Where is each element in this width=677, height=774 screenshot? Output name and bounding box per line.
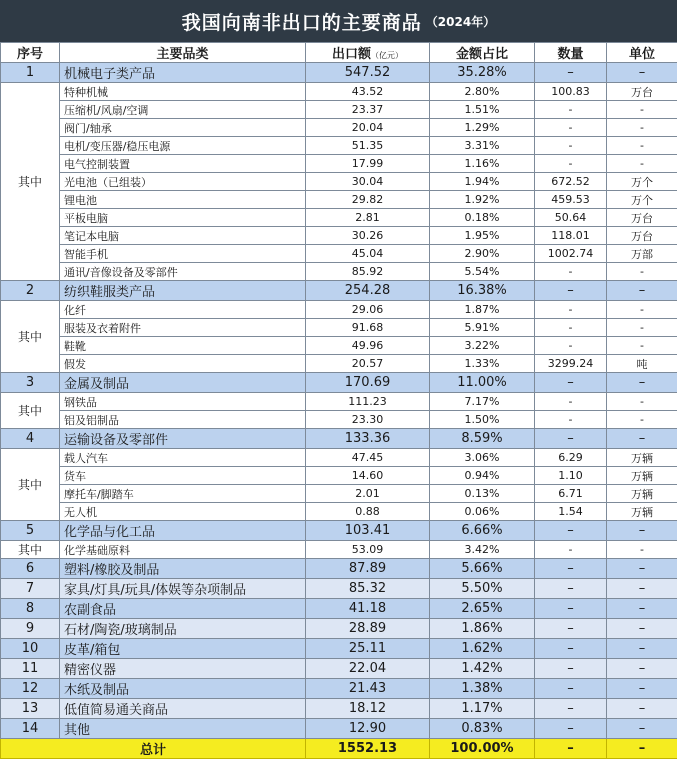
row-qty: –	[535, 639, 607, 659]
subitem-row	[1, 449, 677, 467]
row-unit: –	[607, 373, 677, 393]
row-share: 5.66%	[430, 559, 535, 579]
row-qty: 118.01	[535, 227, 607, 245]
row-seq: 1	[1, 63, 60, 83]
subitem-row	[1, 301, 677, 319]
row-unit: –	[607, 679, 677, 699]
row-share: 2.90%	[430, 245, 535, 263]
row-seq: 2	[1, 281, 60, 301]
row-qty: 1.10	[535, 467, 607, 485]
row-category: 木纸及制品	[60, 679, 306, 699]
row-category: 载人汽车	[60, 449, 306, 467]
row-category: 摩托车/脚踏车	[60, 485, 306, 503]
subitem-row	[1, 337, 677, 355]
subitem-row	[1, 173, 677, 191]
row-unit: -	[607, 319, 677, 337]
row-unit: –	[607, 639, 677, 659]
row-unit: –	[607, 579, 677, 599]
row-unit: 万个	[607, 173, 677, 191]
category-row	[1, 699, 677, 719]
subitem-row	[1, 467, 677, 485]
row-unit: –	[607, 659, 677, 679]
row-category: 农副食品	[60, 599, 306, 619]
row-qty: -	[535, 137, 607, 155]
category-row	[1, 719, 677, 739]
row-share: 1.17%	[430, 699, 535, 719]
category-row	[1, 559, 677, 579]
row-seq: 10	[1, 639, 60, 659]
row-share: 1.92%	[430, 191, 535, 209]
row-export: 111.23	[306, 393, 430, 411]
row-unit: –	[607, 559, 677, 579]
row-qty: -	[535, 411, 607, 429]
row-share: 1.42%	[430, 659, 535, 679]
subitem-row	[1, 83, 677, 101]
page-title: 我国向南非出口的主要商品	[181, 11, 422, 34]
row-category: 假发	[60, 355, 306, 373]
row-category: 家具/灯具/玩具/体娱等杂项制品	[60, 579, 306, 599]
header-unit: 单位	[607, 43, 677, 63]
row-seq: 14	[1, 719, 60, 739]
row-share: 3.06%	[430, 449, 535, 467]
row-export: 23.37	[306, 101, 430, 119]
row-qty: –	[535, 429, 607, 449]
row-unit: -	[607, 411, 677, 429]
row-unit: -	[607, 119, 677, 137]
category-row	[1, 579, 677, 599]
row-seq: 5	[1, 521, 60, 541]
row-share: 0.13%	[430, 485, 535, 503]
header-category: 主要品类	[60, 43, 306, 63]
row-category: 低值简易通关商品	[60, 699, 306, 719]
row-unit: –	[607, 281, 677, 301]
subgroup-label: 其中	[1, 393, 60, 429]
row-export: 18.12	[306, 699, 430, 719]
row-share: 1.29%	[430, 119, 535, 137]
row-share: 0.18%	[430, 209, 535, 227]
row-export: 51.35	[306, 137, 430, 155]
row-category: 皮革/箱包	[60, 639, 306, 659]
subitem-row	[1, 485, 677, 503]
row-seq: 7	[1, 579, 60, 599]
row-share: 5.91%	[430, 319, 535, 337]
row-export: 23.30	[306, 411, 430, 429]
row-qty: 50.64	[535, 209, 607, 227]
row-share: 3.22%	[430, 337, 535, 355]
row-category: 铝及铝制品	[60, 411, 306, 429]
row-share: 0.94%	[430, 467, 535, 485]
total-qty: –	[535, 739, 607, 759]
row-share: 6.66%	[430, 521, 535, 541]
row-qty: –	[535, 63, 607, 83]
row-share: 2.65%	[430, 599, 535, 619]
header-qty: 数量	[535, 43, 607, 63]
row-unit: 万台	[607, 227, 677, 245]
row-export: 49.96	[306, 337, 430, 355]
row-category: 服装及衣着附件	[60, 319, 306, 337]
export-table	[0, 42, 677, 759]
row-export: 20.04	[306, 119, 430, 137]
row-share: 5.54%	[430, 263, 535, 281]
row-qty: –	[535, 619, 607, 639]
row-share: 8.59%	[430, 429, 535, 449]
row-export: 28.89	[306, 619, 430, 639]
row-export: 45.04	[306, 245, 430, 263]
row-share: 1.86%	[430, 619, 535, 639]
row-qty: –	[535, 579, 607, 599]
row-export: 29.82	[306, 191, 430, 209]
row-share: 1.62%	[430, 639, 535, 659]
subitem-row	[1, 319, 677, 337]
total-unit: –	[607, 739, 677, 759]
subgroup-label: 其中	[1, 541, 60, 559]
category-row	[1, 599, 677, 619]
row-qty: 3299.24	[535, 355, 607, 373]
category-row	[1, 63, 677, 83]
total-label: 总计	[1, 739, 306, 759]
row-share: 3.42%	[430, 541, 535, 559]
title-year: （2024年）	[425, 14, 496, 29]
subgroup-label: 其中	[1, 449, 60, 521]
row-export: 170.69	[306, 373, 430, 393]
row-share: 5.50%	[430, 579, 535, 599]
category-row	[1, 659, 677, 679]
row-category: 鞋靴	[60, 337, 306, 355]
row-unit: 万辆	[607, 503, 677, 521]
row-share: 1.94%	[430, 173, 535, 191]
row-unit: 万辆	[607, 485, 677, 503]
row-category: 机械电子类产品	[60, 63, 306, 83]
row-qty: -	[535, 301, 607, 319]
row-share: 1.87%	[430, 301, 535, 319]
subitem-row	[1, 119, 677, 137]
row-share: 11.00%	[430, 373, 535, 393]
row-category: 无人机	[60, 503, 306, 521]
row-export: 14.60	[306, 467, 430, 485]
row-seq: 6	[1, 559, 60, 579]
row-unit: 万辆	[607, 467, 677, 485]
row-export: 25.11	[306, 639, 430, 659]
row-unit: –	[607, 63, 677, 83]
subitem-row	[1, 155, 677, 173]
category-row	[1, 373, 677, 393]
row-unit: 万台	[607, 209, 677, 227]
row-share: 3.31%	[430, 137, 535, 155]
row-category: 化学品与化工品	[60, 521, 306, 541]
row-category: 化学基础原料	[60, 541, 306, 559]
row-category: 塑料/橡胶及制品	[60, 559, 306, 579]
row-export: 47.45	[306, 449, 430, 467]
row-export: 41.18	[306, 599, 430, 619]
row-category: 光电池（已组装）	[60, 173, 306, 191]
row-unit: –	[607, 699, 677, 719]
row-share: 16.38%	[430, 281, 535, 301]
row-category: 智能手机	[60, 245, 306, 263]
row-category: 货车	[60, 467, 306, 485]
header-share: 金额占比	[430, 43, 535, 63]
row-qty: -	[535, 101, 607, 119]
header-export-unit: （亿元）	[371, 51, 403, 60]
row-export: 12.90	[306, 719, 430, 739]
row-qty: 1.54	[535, 503, 607, 521]
subitem-row	[1, 263, 677, 281]
subitem-row	[1, 503, 677, 521]
row-unit: –	[607, 619, 677, 639]
row-export: 85.92	[306, 263, 430, 281]
row-export: 30.04	[306, 173, 430, 191]
row-share: 1.38%	[430, 679, 535, 699]
row-category: 压缩机/风扇/空调	[60, 101, 306, 119]
row-category: 电机/变压器/稳压电源	[60, 137, 306, 155]
row-unit: 万个	[607, 191, 677, 209]
row-category: 纺织鞋服类产品	[60, 281, 306, 301]
row-share: 0.83%	[430, 719, 535, 739]
row-category: 笔记本电脑	[60, 227, 306, 245]
row-seq: 3	[1, 373, 60, 393]
row-seq: 12	[1, 679, 60, 699]
row-category: 石材/陶瓷/玻璃制品	[60, 619, 306, 639]
row-export: 91.68	[306, 319, 430, 337]
row-export: 254.28	[306, 281, 430, 301]
row-export: 29.06	[306, 301, 430, 319]
subitem-row	[1, 355, 677, 373]
row-qty: –	[535, 719, 607, 739]
row-qty: -	[535, 119, 607, 137]
row-qty: –	[535, 659, 607, 679]
subgroup-label: 其中	[1, 301, 60, 373]
row-share: 1.16%	[430, 155, 535, 173]
row-category: 钢铁品	[60, 393, 306, 411]
row-share: 1.33%	[430, 355, 535, 373]
row-seq: 9	[1, 619, 60, 639]
row-category: 通讯/音像设备及零部件	[60, 263, 306, 281]
row-qty: –	[535, 521, 607, 541]
subgroup-label: 其中	[1, 83, 60, 281]
row-qty: -	[535, 337, 607, 355]
row-share: 0.06%	[430, 503, 535, 521]
row-qty: -	[535, 541, 607, 559]
header-seq: 序号	[1, 43, 60, 63]
subitem-row	[1, 137, 677, 155]
row-share: 2.80%	[430, 83, 535, 101]
row-category: 阀门/轴承	[60, 119, 306, 137]
table-body	[1, 63, 677, 739]
total-export: 1552.13	[306, 739, 430, 759]
row-qty: –	[535, 281, 607, 301]
row-export: 87.89	[306, 559, 430, 579]
row-qty: -	[535, 319, 607, 337]
total-row	[1, 739, 677, 759]
row-export: 2.01	[306, 485, 430, 503]
row-qty: –	[535, 373, 607, 393]
row-unit: -	[607, 393, 677, 411]
row-unit: –	[607, 429, 677, 449]
row-share: 1.51%	[430, 101, 535, 119]
row-unit: –	[607, 719, 677, 739]
subitem-row	[1, 191, 677, 209]
row-qty: -	[535, 393, 607, 411]
header-export-label: 出口额	[331, 47, 371, 62]
subitem-row	[1, 411, 677, 429]
row-qty: –	[535, 679, 607, 699]
row-export: 133.36	[306, 429, 430, 449]
category-row	[1, 619, 677, 639]
row-unit: -	[607, 101, 677, 119]
row-seq: 13	[1, 699, 60, 719]
row-unit: -	[607, 137, 677, 155]
row-export: 547.52	[306, 63, 430, 83]
row-unit: –	[607, 521, 677, 541]
row-share: 35.28%	[430, 63, 535, 83]
row-unit: 吨	[607, 355, 677, 373]
row-category: 金属及制品	[60, 373, 306, 393]
row-unit: -	[607, 301, 677, 319]
row-export: 0.88	[306, 503, 430, 521]
row-category: 锂电池	[60, 191, 306, 209]
row-export: 2.81	[306, 209, 430, 227]
row-export: 85.32	[306, 579, 430, 599]
row-qty: 100.83	[535, 83, 607, 101]
row-qty: –	[535, 699, 607, 719]
row-unit: 万辆	[607, 449, 677, 467]
category-row	[1, 429, 677, 449]
row-unit: -	[607, 155, 677, 173]
row-seq: 8	[1, 599, 60, 619]
row-unit: -	[607, 263, 677, 281]
subitem-row	[1, 209, 677, 227]
row-export: 20.57	[306, 355, 430, 373]
row-category: 平板电脑	[60, 209, 306, 227]
row-export: 22.04	[306, 659, 430, 679]
subitem-row	[1, 245, 677, 263]
row-unit: –	[607, 599, 677, 619]
row-seq: 11	[1, 659, 60, 679]
row-unit: -	[607, 337, 677, 355]
row-category: 精密仪器	[60, 659, 306, 679]
row-export: 53.09	[306, 541, 430, 559]
header-export	[306, 43, 430, 63]
row-export: 43.52	[306, 83, 430, 101]
row-unit: 万台	[607, 83, 677, 101]
subitem-row	[1, 541, 677, 559]
subitem-row	[1, 101, 677, 119]
row-qty: 672.52	[535, 173, 607, 191]
row-unit: -	[607, 541, 677, 559]
row-category: 化纤	[60, 301, 306, 319]
category-row	[1, 281, 677, 301]
row-category: 运输设备及零部件	[60, 429, 306, 449]
subitem-row	[1, 393, 677, 411]
row-unit: 万部	[607, 245, 677, 263]
row-share: 1.95%	[430, 227, 535, 245]
category-row	[1, 679, 677, 699]
row-category: 其他	[60, 719, 306, 739]
row-category: 电气控制装置	[60, 155, 306, 173]
title-bar	[0, 0, 677, 42]
row-export: 103.41	[306, 521, 430, 541]
row-export: 30.26	[306, 227, 430, 245]
category-row	[1, 639, 677, 659]
row-qty: –	[535, 599, 607, 619]
row-qty: -	[535, 263, 607, 281]
row-qty: 459.53	[535, 191, 607, 209]
row-category: 特种机械	[60, 83, 306, 101]
subitem-row	[1, 227, 677, 245]
row-qty: 6.71	[535, 485, 607, 503]
row-export: 17.99	[306, 155, 430, 173]
category-row	[1, 521, 677, 541]
row-qty: 1002.74	[535, 245, 607, 263]
row-share: 7.17%	[430, 393, 535, 411]
total-share: 100.00%	[430, 739, 535, 759]
row-qty: 6.29	[535, 449, 607, 467]
row-qty: –	[535, 559, 607, 579]
row-export: 21.43	[306, 679, 430, 699]
header-row	[1, 43, 677, 63]
row-share: 1.50%	[430, 411, 535, 429]
row-seq: 4	[1, 429, 60, 449]
row-qty: -	[535, 155, 607, 173]
